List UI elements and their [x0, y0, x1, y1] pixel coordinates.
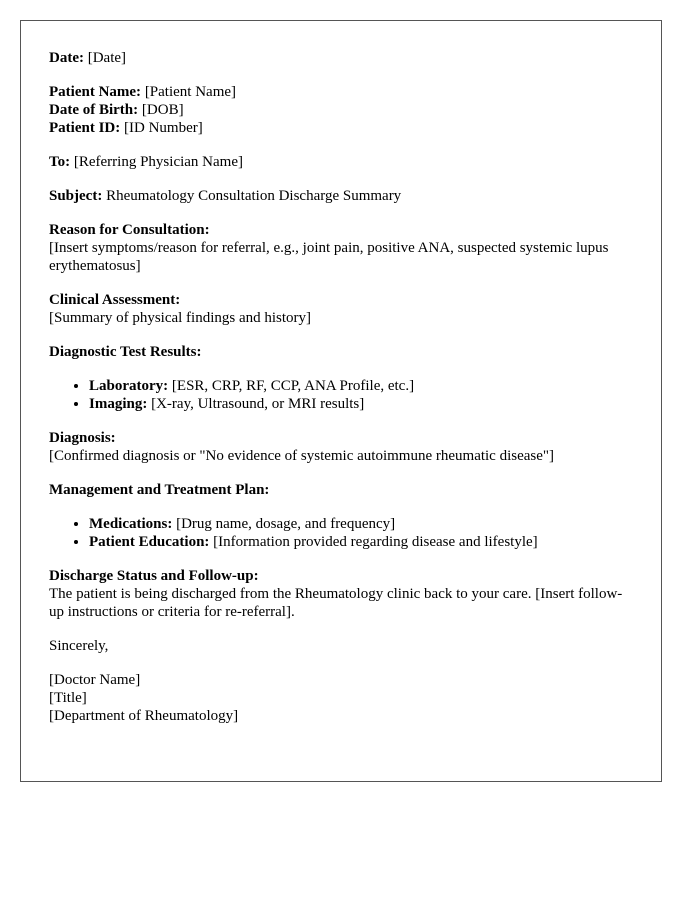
patient-info	[49, 83, 633, 137]
discharge-letter	[20, 20, 662, 782]
medications-label: Medications:	[89, 516, 173, 532]
doctor-title: [Title]	[49, 690, 87, 706]
patient-id-label: Patient ID:	[49, 120, 121, 136]
list-item	[89, 395, 633, 413]
imaging-value: [X-ray, Ultrasound, or MRI results]	[151, 396, 365, 412]
date-value: [Date]	[87, 50, 127, 66]
medications-value: [Drug name, dosage, and frequency]	[176, 516, 396, 532]
patient-id-value: [ID Number]	[124, 120, 203, 136]
subject-line	[49, 187, 633, 205]
reason-text: [Insert symptoms/reason for referral, e.g., joint pain, positive ANA, suspected systemic lupus erythematosus]	[49, 240, 609, 274]
dob-value: [DOB]	[141, 102, 184, 118]
imaging-label: Imaging:	[89, 396, 148, 412]
reason-heading: Reason for Consultation:	[49, 222, 210, 238]
to-value: [Referring Physician Name]	[73, 154, 243, 170]
diagnostics-heading-line	[49, 343, 633, 361]
to-label: To:	[49, 154, 71, 170]
assessment-section	[49, 291, 633, 327]
assessment-heading: Clinical Assessment:	[49, 292, 181, 308]
discharge-heading: Discharge Status and Follow-up:	[49, 568, 259, 584]
management-heading-line	[49, 481, 633, 499]
management-heading: Management and Treatment Plan:	[49, 482, 270, 498]
laboratory-label: Laboratory:	[89, 378, 169, 394]
assessment-text: [Summary of physical findings and history]	[49, 310, 312, 326]
list-item	[89, 377, 633, 395]
department: [Department of Rheumatology]	[49, 708, 239, 724]
subject-label: Subject:	[49, 188, 103, 204]
discharge-text: The patient is being discharged from the Rheumatology clinic back to your care. [Insert follow-up instructions or criteria for re-referral].	[49, 586, 623, 620]
doctor-name: [Doctor Name]	[49, 672, 141, 688]
discharge-section	[49, 567, 633, 621]
management-list	[49, 515, 633, 551]
diagnosis-text: [Confirmed diagnosis or "No evidence of systemic autoimmune rheumatic disease"]	[49, 448, 555, 464]
list-item	[89, 533, 633, 551]
education-value: [Information provided regarding disease and lifestyle]	[213, 534, 538, 550]
diagnosis-section	[49, 429, 633, 465]
diagnostics-list	[49, 377, 633, 413]
closing: Sincerely,	[49, 638, 109, 654]
signature-block	[49, 671, 633, 725]
to-line	[49, 153, 633, 171]
education-label: Patient Education:	[89, 534, 210, 550]
date-label: Date:	[49, 50, 84, 66]
patient-name-label: Patient Name:	[49, 84, 142, 100]
reason-section	[49, 221, 633, 275]
subject-value: Rheumatology Consultation Discharge Summary	[106, 188, 402, 204]
diagnosis-heading: Diagnosis:	[49, 430, 116, 446]
dob-label: Date of Birth:	[49, 102, 139, 118]
diagnostics-heading: Diagnostic Test Results:	[49, 344, 202, 360]
list-item	[89, 515, 633, 533]
patient-name-value: [Patient Name]	[144, 84, 237, 100]
date-line	[49, 49, 633, 67]
laboratory-value: [ESR, CRP, RF, CCP, ANA Profile, etc.]	[171, 378, 415, 394]
